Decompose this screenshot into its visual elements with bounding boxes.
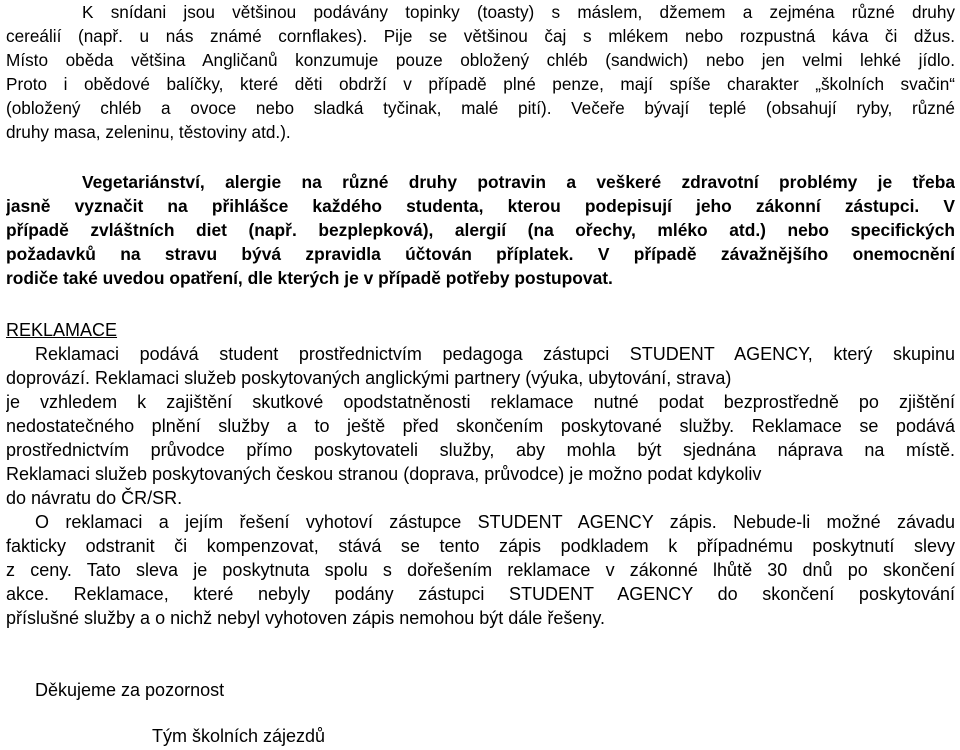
complaints-paragraph-line: Reklamaci služeb poskytovaných českou stranou (doprava, průvodce) je možno podat kdykoliv [6, 464, 762, 484]
complaints-paragraph-line: příslušné služby a o nichž nebyl vyhotoven zápis nemohou být dále řešeny. [6, 608, 606, 628]
closing-signature: Tým školních zájezdů [152, 726, 326, 746]
complaints-paragraph-line: do návratu do ČR/SR. [6, 488, 183, 508]
meals-paragraph-line: Proto i obědové balíčky, které děti obdrží v případě plné penze, mají spíše charakter „školních svačin“ [6, 74, 955, 94]
complaints-paragraph-line: fakticky odstranit či kompenzovat, stává se tento zápis podkladem k případnému poskytnutí slevy [6, 536, 955, 556]
diet-paragraph-line: Vegetariánství, alergie na různé druhy potravin a veškeré zdravotní problémy je třeba [82, 172, 955, 192]
complaints-paragraph-line: prostřednictvím průvodce přímo poskytovateli služby, aby mohla být sjednána náprava na místě. [6, 440, 955, 460]
complaints-paragraph-line: doprovází. Reklamaci služeb poskytovaných anglickými partnery (výuka, ubytování, strava) [6, 368, 732, 388]
diet-paragraph-line: rodiče také uvedou opatření, dle kterých je v případě potřeby postupovat. [6, 268, 613, 288]
meals-paragraph-line: K snídani jsou většinou podávány topinky (toasty) s máslem, džemem a zejména různé druhy [82, 2, 955, 22]
complaints-paragraph-line: O reklamaci a jejím řešení vyhotoví zástupce STUDENT AGENCY zápis. Nebude-li možné závadu [35, 512, 955, 532]
meals-paragraph-line: Místo oběda většina Angličanů konzumuje pouze obložený chléb (sandwich) nebo jen velmi lehké jídlo. [6, 50, 955, 70]
complaints-heading: REKLAMACE [6, 320, 118, 340]
meals-paragraph-line: druhy masa, zeleninu, těstoviny atd.). [6, 122, 291, 142]
closing-thanks: Děkujeme za pozornost [35, 680, 225, 700]
diet-paragraph-line: požadavků na stravu bývá zpravidla účtován příplatek. V případě závažnějšího onemocnění [6, 244, 955, 264]
diet-paragraph-line: jasně vyznačit na přihlášce každého studenta, kterou podepisují jeho zákonní zástupci. V [6, 196, 955, 216]
complaints-paragraph-line: je vzhledem k zajištění skutkové opodstatněnosti reklamace nutné podat bezprostředně po zjištění [6, 392, 955, 412]
diet-paragraph-line: případě zvláštních diet (např. bezplepková), alergií (na ořechy, mléko atd.) nebo specifických [6, 220, 955, 240]
complaints-paragraph-line: z ceny. Tato sleva je poskytnuta spolu s dořešením reklamace v zákonné lhůtě 30 dnů po skončení [6, 560, 955, 580]
meals-paragraph-line: cereálií (např. u nás známé cornflakes). Pije se většinou čaj s mlékem nebo rozpustná káva či džus. [6, 26, 955, 46]
meals-paragraph-line: (obložený chléb a ovoce nebo sladká tyčinak, malé pití). Večeře bývají teplé (obsahují ryby, různé [6, 98, 955, 118]
complaints-paragraph-line: Reklamaci podává student prostřednictvím pedagoga zástupci STUDENT AGENCY, který skupinu [35, 344, 955, 364]
complaints-paragraph-line: akce. Reklamace, které nebyly podány zástupci STUDENT AGENCY do skončení poskytování [6, 584, 955, 604]
complaints-paragraph-line: nedostatečného plnění služby a to ještě před skončením poskytované služby. Reklamace se podává [6, 416, 955, 436]
